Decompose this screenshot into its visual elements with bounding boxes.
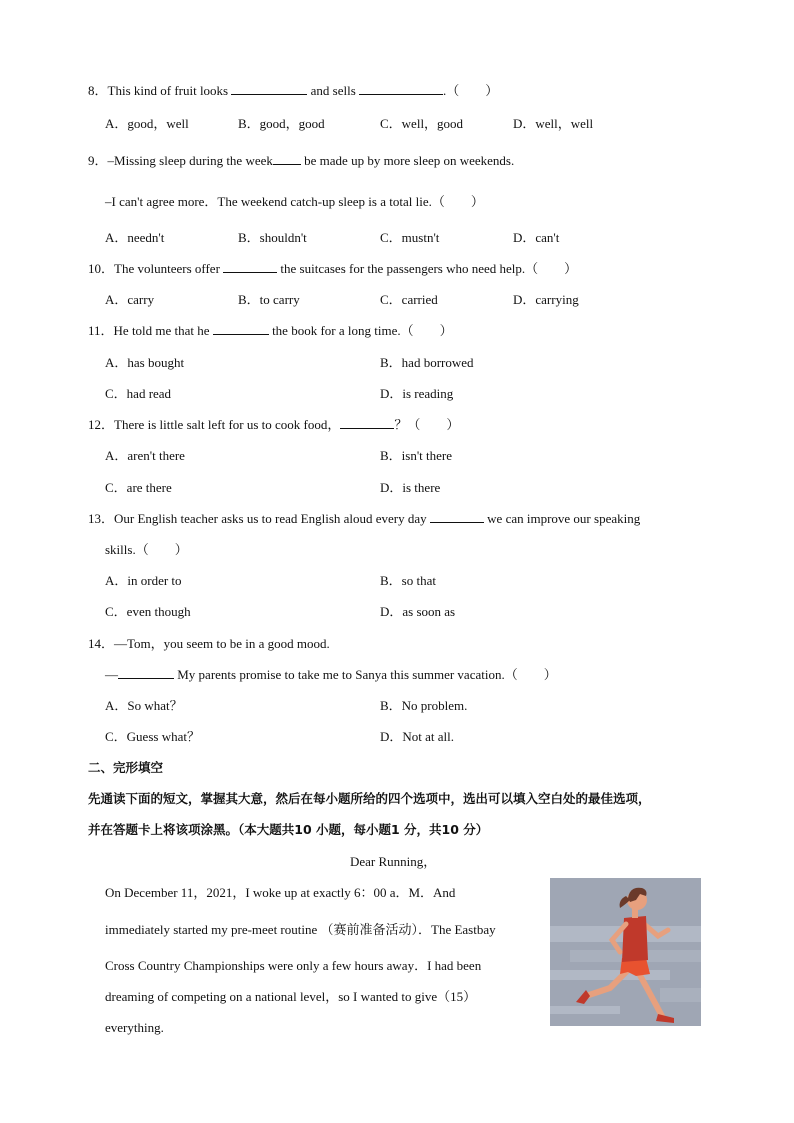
q9-option-c[interactable]: C．mustn't [380,230,440,245]
background-stripe-3 [550,970,670,980]
q13-blank[interactable] [430,511,484,523]
q9-option-b[interactable]: B．shouldn't [238,230,307,245]
background-stripe-4 [660,988,701,1002]
q8-option-a[interactable]: A．good，well [105,116,189,131]
q10-text-a: The volunteers offer [114,261,220,276]
q13-stem-cont: skills.（ ） [105,542,188,557]
q9-text-b: be made up by more sleep on weekends. [304,153,515,168]
q9-blank[interactable] [273,153,301,165]
q11-number: 11． [88,323,114,338]
q8-option-d[interactable]: D．well，well [513,116,594,131]
q8-option-c[interactable]: C．well，good [380,116,464,131]
q8-text-c: .（ ） [443,83,499,98]
passage-line-5: everything. [105,1020,164,1035]
passage-line-4: dreaming of competing on a national level，so I wanted to give（15） [105,989,477,1004]
q14-reply [105,667,557,683]
q14-reply-text: My parents promise to take me to Sanya this summer vacation.（ ） [177,667,557,682]
q11-option-c[interactable]: C．had read [105,386,172,401]
q10-option-d[interactable]: D．carrying [513,292,579,307]
q14-text: —Tom，you seem to be in a good mood. [114,636,330,651]
q12-number: 12． [88,417,115,432]
section-instructions-line-2: 并在答题卡上将该项涂黑。（本大题共10 小题，每小题1 分，共10 分） [88,822,489,837]
q12-option-a[interactable]: A．aren't there [105,448,185,463]
q8-text-a: This kind of fruit looks [107,83,229,98]
q13-option-a[interactable]: A．in order to [105,573,182,588]
q8-text-b: and sells [310,83,356,98]
q12-text-a: There is little salt left for us to cook food， [114,417,341,432]
q14-option-c[interactable]: C．Guess what？ [105,729,200,744]
q11-blank[interactable] [213,323,269,335]
q14-dash: — [105,667,118,682]
q10-stem [88,261,577,277]
q8-blank-2[interactable] [359,83,443,95]
passage-line-3: Cross Country Championships were only a few hours away．I had been [105,958,482,973]
q12-stem [88,417,459,433]
q8-number: 8． [88,83,108,98]
q10-option-a[interactable]: A．carry [105,292,155,307]
q13-text-b: we can improve our speaking [487,511,641,526]
q14-option-a[interactable]: A．So what？ [105,698,183,713]
q12-option-c[interactable]: C．are there [105,480,172,495]
q13-number: 13． [88,511,115,526]
q14-blank[interactable] [118,667,174,679]
q9-option-d[interactable]: D．can't [513,230,560,245]
q10-blank[interactable] [223,261,277,273]
q13-option-d[interactable]: D．as soon as [380,604,456,619]
q8-blank-1[interactable] [231,83,307,95]
q9-text-a: –Missing sleep during the week [107,153,273,168]
q10-number: 10． [88,261,115,276]
q11-text-b: the book for a long time.（ ） [272,323,453,338]
q10-option-b[interactable]: B．to carry [238,292,300,307]
q13-text-a: Our English teacher asks us to read English aloud every day [114,511,427,526]
q11-text-a: He told me that he [113,323,210,338]
q11-option-b[interactable]: B．had borrowed [380,355,474,370]
runner-image [550,878,701,1026]
q14-option-b[interactable]: B．No problem. [380,698,468,713]
section-instructions-line-1: 先通读下面的短文，掌握其大意，然后在每小题所给的四个选项中，选出可以填入空白处的最佳选项， [88,791,651,806]
running-woman-illustration [550,878,701,1026]
q10-option-c[interactable]: C．carried [380,292,438,307]
q11-option-d[interactable]: D．is reading [380,386,454,401]
q13-option-c[interactable]: C．even though [105,604,191,619]
q12-text-b: ？（ ） [394,417,460,432]
passage-title: Dear Running， [350,854,437,869]
q12-option-d[interactable]: D．is there [380,480,441,495]
q13-stem [88,511,640,527]
q11-option-a[interactable]: A．has bought [105,355,185,370]
q9-number: 9． [88,153,108,168]
q12-option-b[interactable]: B．isn't there [380,448,453,463]
q9-reply: –I can't agree more．The weekend catch-up sleep is a total lie.（ ） [105,194,484,209]
background-stripe-5 [550,1006,620,1014]
passage-line-2: immediately started my pre-meet routine （赛前准备活动）．The Eastbay [105,922,496,937]
q10-text-b: the suitcases for the passengers who need help.（ ） [280,261,578,276]
section-heading: 二、完形填空 [88,760,164,775]
q9-option-a[interactable]: A．needn't [105,230,165,245]
q14-number: 14． [88,636,115,651]
q12-blank[interactable] [340,417,394,429]
q8-stem [88,83,498,99]
q8-option-b[interactable]: B．good，good [238,116,325,131]
q14-stem [88,636,330,652]
q13-option-b[interactable]: B．so that [380,573,436,588]
q11-stem [88,323,453,339]
q14-option-d[interactable]: D．Not at all. [380,729,455,744]
passage-line-1: On December 11，2021，I woke up at exactly 6：00 a．M．And [105,885,456,900]
q9-stem [88,153,514,169]
